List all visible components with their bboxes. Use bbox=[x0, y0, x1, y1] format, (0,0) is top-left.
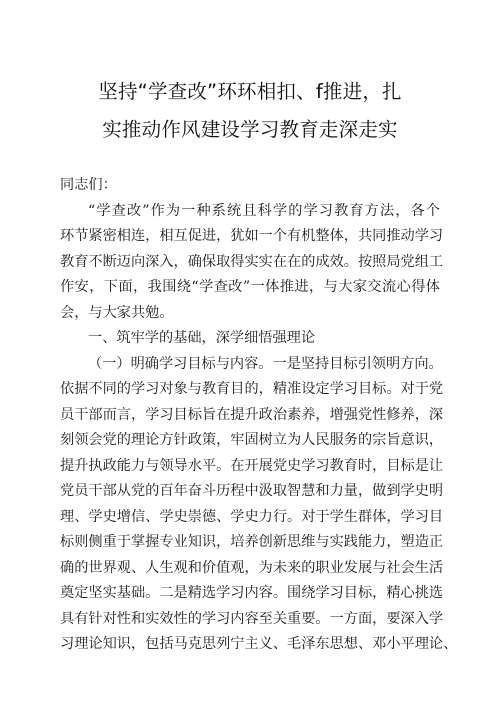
salutation: 同志们： bbox=[60, 177, 117, 193]
paragraph-line: 依据不同的学习对象与教育目的，精准设定学习目标。对于党 bbox=[60, 381, 444, 397]
paragraph-line: 刻领会党的理论方针政策，牢固树立为人民服务的宗旨意识， bbox=[60, 432, 444, 448]
document-body bbox=[60, 173, 458, 658]
paragraph-line: 党员干部从党的百年奋斗历程中汲取智慧和力量，做到学史明 bbox=[60, 483, 444, 499]
paragraph-line: “学查改”作为一种系统且科学的学习教育方法，各个 bbox=[88, 202, 440, 219]
paragraph-line: 提升执政能力与领导水平。在开展党史学习教育时，目标是让 bbox=[60, 457, 444, 474]
paragraph-line: 标则侧重于掌握专业知识，培养创新思维与实践能力，塑造正 bbox=[60, 534, 444, 550]
paragraph-line: 会，与大家共勉。 bbox=[60, 304, 174, 321]
paragraph-line: 确的世界观、人生观和价值观，为未来的职业发展与社会生活 bbox=[60, 559, 444, 576]
paragraph-line: 员干部而言，学习目标旨在提升政治素养，增强党性修养，深 bbox=[60, 406, 444, 423]
document-title-line-1: 坚持“学查改”环环相扣、f推进，扎 bbox=[98, 80, 402, 103]
paragraph-line: 具有针对性和实效性的学习内容至关重要。一方面，要深入学 bbox=[60, 610, 444, 627]
section-heading: 一、筑牢学的基础，深学细悟强理论 bbox=[88, 330, 316, 346]
paragraph-line: 环节紧密相连，相互促进，犹如一个有机整体，共同推动学习 bbox=[60, 228, 444, 244]
paragraph-line: （一）明确学习目标与内容。一是坚持目标引领明方向。 bbox=[88, 355, 443, 372]
paragraph-line: 理、学史增信、学史崇德、学史力行。对于学生群体，学习目 bbox=[60, 508, 444, 525]
paragraph-line: 作安，下面，我围绕“学查改”一体推进，与大家交流心得体 bbox=[60, 279, 440, 295]
paragraph-line: 教育不断迈向深入，确保取得实实在在的成效。按照局党组工 bbox=[60, 253, 444, 270]
paragraph-line: 习理论知识，包括马克思列宁主义、毛泽东思想、邓小平理论、 bbox=[60, 636, 458, 652]
document-title-line-2: 实推动作风建设学习教育走深走实 bbox=[102, 118, 398, 141]
paragraph-line: 奠定坚实基础。二是精选学习内容。围绕学习目标，精心挑选 bbox=[60, 585, 444, 601]
